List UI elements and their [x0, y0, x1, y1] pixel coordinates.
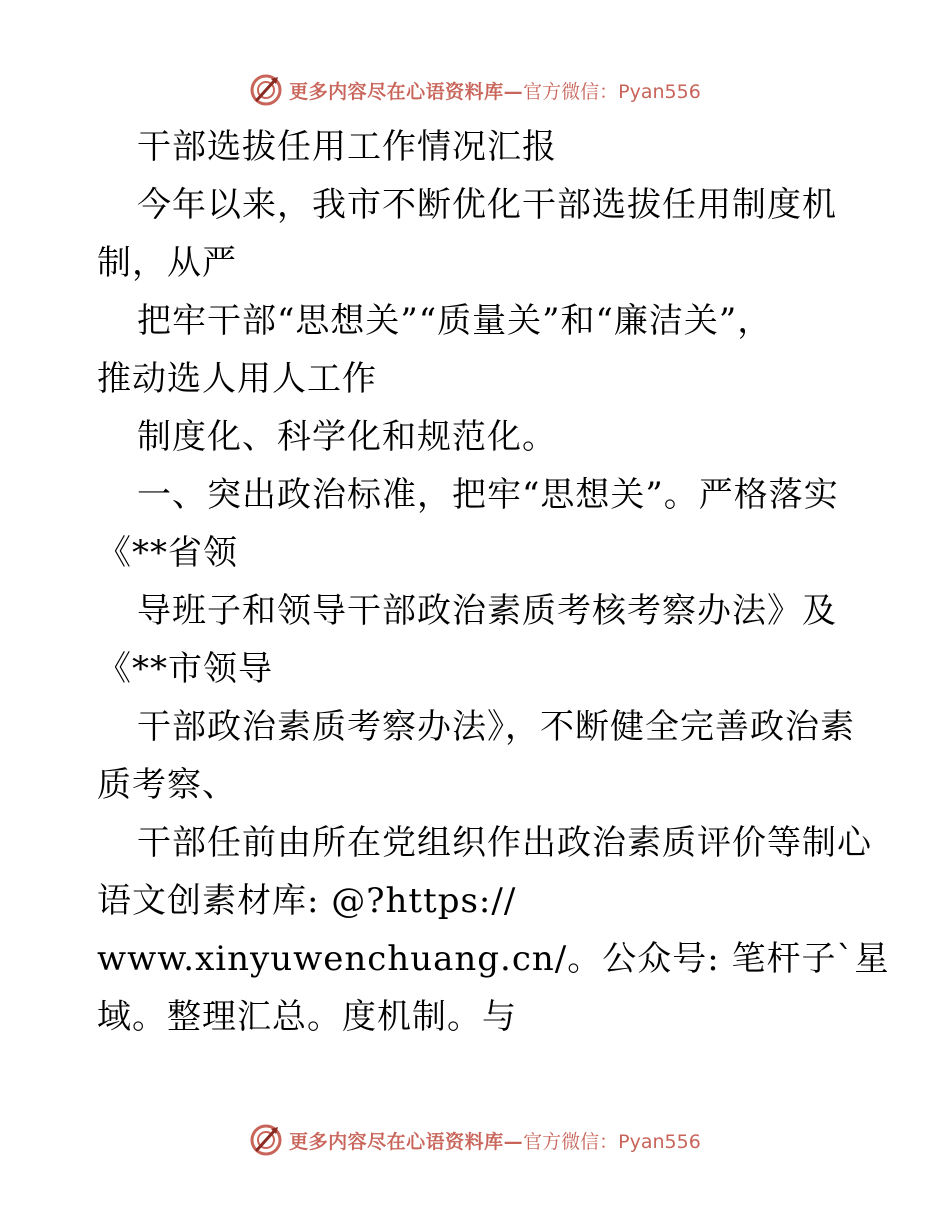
- paragraph-line: 导班子和领导干部政治素质考核考察办法》及: [137, 591, 837, 631]
- paragraph-line: 把牢干部“思想关”“质量关”和“廉洁关”，: [137, 301, 773, 341]
- document-title: 干部选拔任用工作情况汇报: [137, 127, 557, 167]
- document-body: [97, 118, 890, 1046]
- paragraph-line: 域。整理汇总。度机制。与: [97, 997, 517, 1037]
- paragraph-line: 制，从严: [97, 243, 237, 283]
- paragraph-line: 《**省领: [97, 533, 238, 573]
- paragraph-line: 《**市领导: [97, 649, 273, 689]
- paragraph-line: 今年以来，我市不断优化干部选拔任用制度机: [137, 185, 837, 225]
- paragraph-line: 推动选人用人工作: [97, 359, 377, 399]
- footer-banner: [0, 1120, 950, 1160]
- header-brand-text: 更多内容尽在心语资料库—: [289, 80, 524, 103]
- paragraph-line: www.xinyuwenchuang.cn/。公众号: 笔杆子`星: [97, 939, 890, 979]
- paragraph-line: 质考察、: [97, 765, 237, 805]
- brand-logo-icon: [249, 73, 283, 107]
- footer-brand-text: 更多内容尽在心语资料库—: [289, 1130, 524, 1153]
- header-contact-text: 官方微信：Pyan556: [523, 80, 701, 103]
- brand-logo-icon: [249, 1123, 283, 1157]
- paragraph-line: 制度化、科学化和规范化。: [137, 417, 557, 457]
- paragraph-line: 干部政治素质考察办法》，不断健全完善政治素: [137, 707, 855, 747]
- header-banner: [0, 70, 950, 110]
- footer-contact-text: 官方微信：Pyan556: [523, 1130, 701, 1153]
- paragraph-line: 语文创素材库: @?https://: [97, 881, 517, 921]
- paragraph-line: 干部任前由所在党组织作出政治素质评价等制心: [137, 823, 872, 863]
- paragraph-line: 一、突出政治标准，把牢“思想关”。严格落实: [137, 475, 839, 515]
